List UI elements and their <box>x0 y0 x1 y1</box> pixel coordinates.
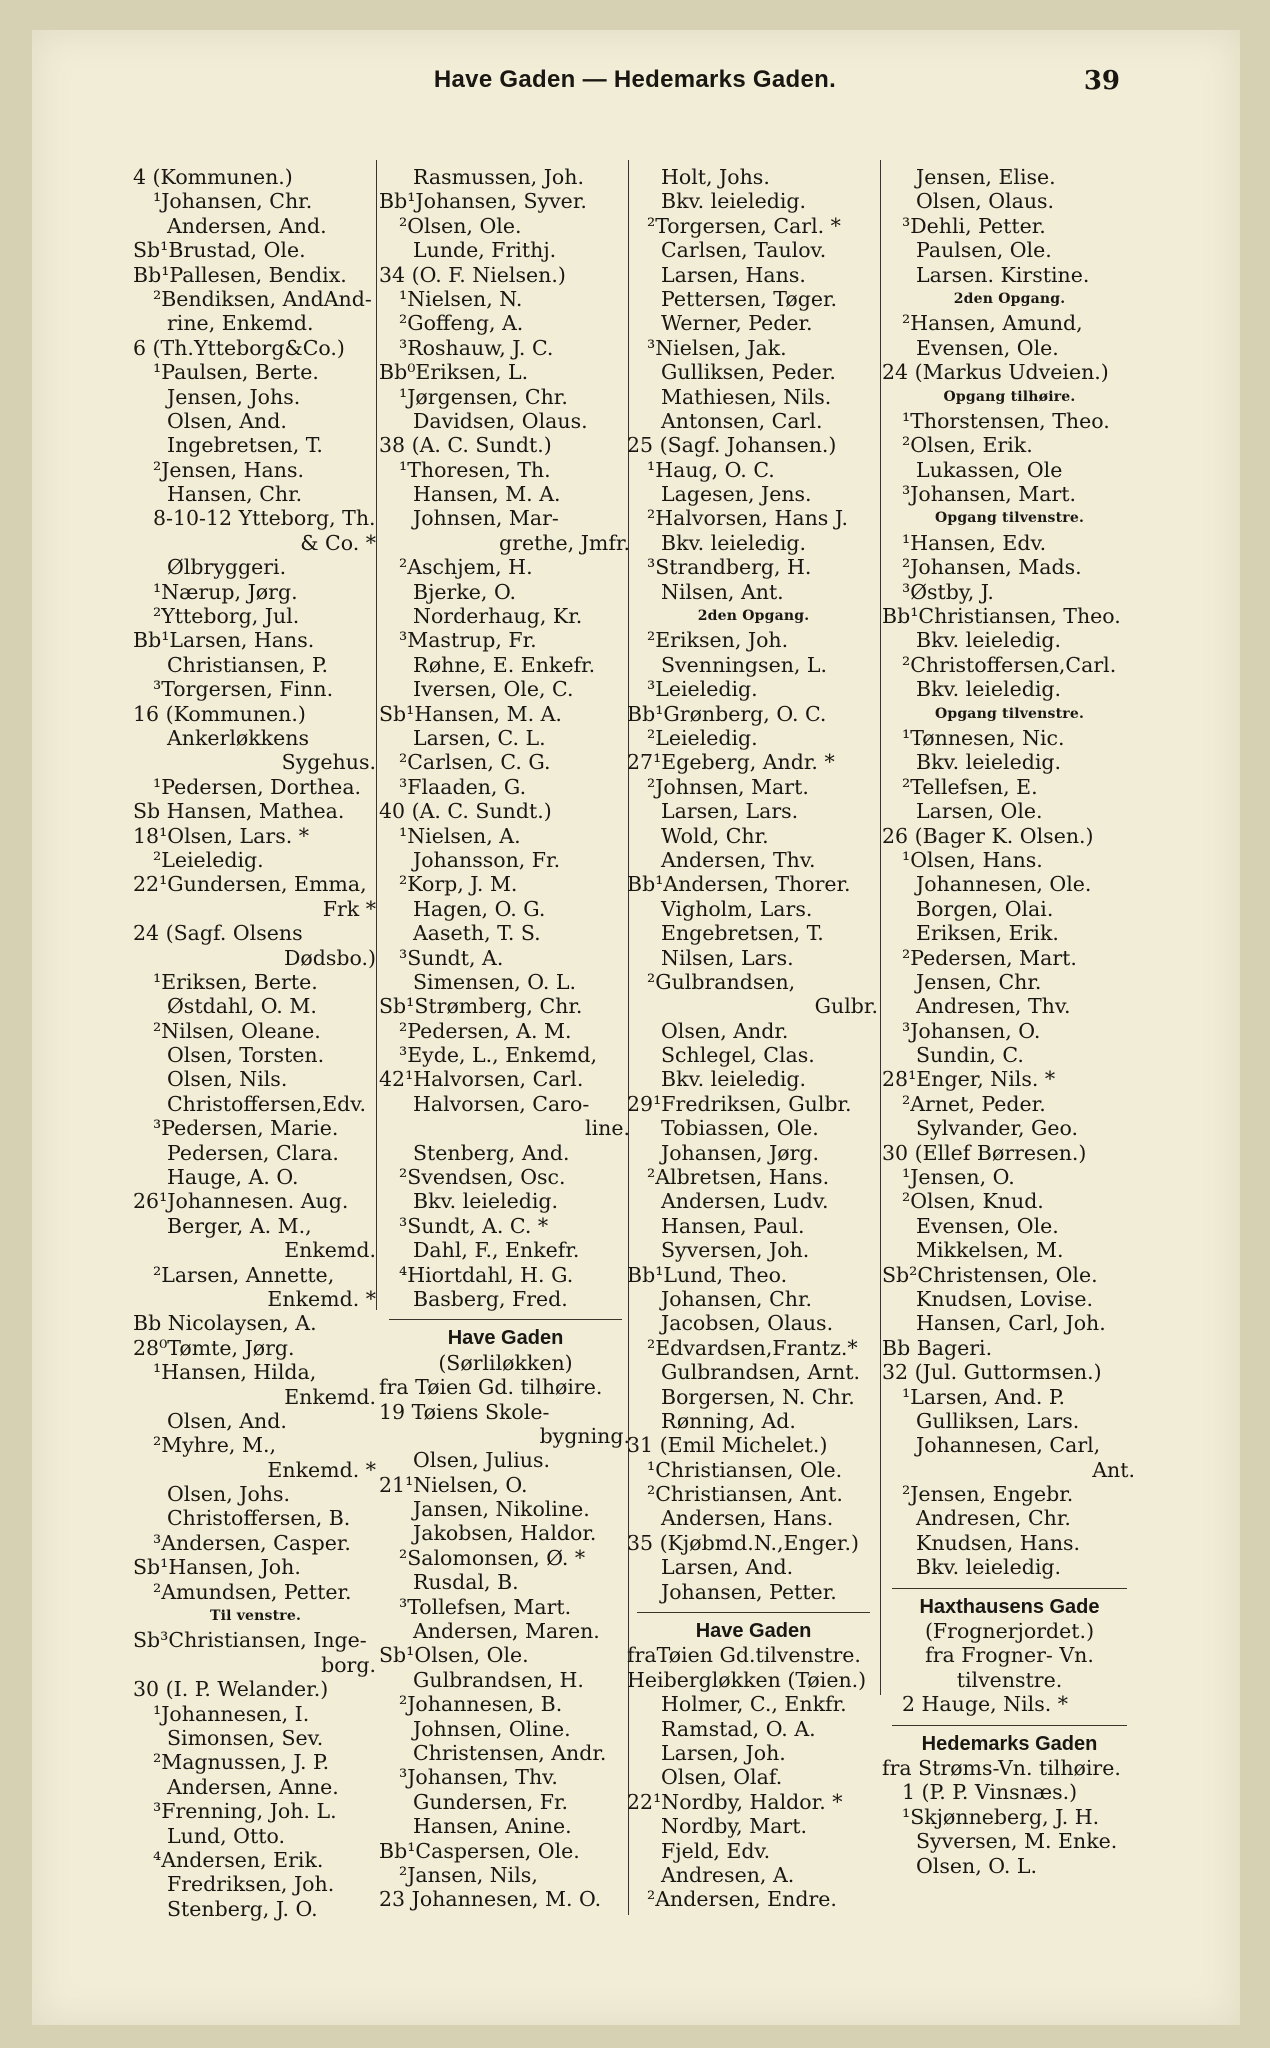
directory-line: 2 Hauge, Nils. * <box>902 1692 1069 1717</box>
directory-line: Larsen, Ole. <box>916 799 1043 824</box>
directory-line: ²Leieledig. <box>153 847 264 872</box>
directory-line: Werner, Peder. <box>661 311 813 336</box>
directory-line: Olsen, Johs. <box>167 1482 291 1507</box>
directory-line: Larsen, And. <box>661 1555 794 1580</box>
directory-line: Gulbrandsen, Arnt. <box>661 1360 861 1385</box>
directory-line: ³Østby, J. <box>902 579 994 604</box>
directory-line: Mathiesen, Nils. <box>661 384 832 409</box>
directory-line: Norderhaug, Kr. <box>413 604 583 629</box>
directory-line: Til venstre. <box>209 1608 302 1625</box>
directory-line: Holmer, C., Enkfr. <box>661 1692 847 1717</box>
directory-line: Bb¹Larsen, Hans. <box>133 628 315 653</box>
directory-line: Andersen, Anne. <box>167 1774 339 1799</box>
directory-line: Andresen, Thv. <box>916 994 1071 1019</box>
street-heading: Haxthausens Gade <box>919 1595 1100 1618</box>
directory-line: 4 (Kommunen.) <box>133 165 293 189</box>
directory-line: ¹Thorstensen, Theo. <box>902 408 1110 433</box>
directory-line: Frk * <box>322 896 376 921</box>
directory-line: fra Frogner- Vn. <box>925 1643 1094 1668</box>
directory-line: Johansen, Jørg. <box>661 1140 820 1165</box>
directory-line: ²Olsen, Erik. <box>902 433 1033 458</box>
directory-line: Bkv. leieledig. <box>661 1067 807 1092</box>
directory-line: ²Arnet, Peder. <box>902 1091 1046 1116</box>
directory-line: ²Tellefsen, E. <box>902 774 1038 799</box>
section-divider <box>892 1588 1127 1589</box>
directory-line: Bb¹Pallesen, Bendix. <box>133 262 347 287</box>
directory-line: 18¹Olsen, Lars. * <box>133 823 309 848</box>
directory-line: Johnsen, Mar- <box>413 506 559 531</box>
directory-line: Lagesen, Jens. <box>661 482 812 507</box>
directory-line: Dødsbo.) <box>283 945 376 970</box>
directory-line: ²Christiansen, Ant. <box>647 1482 843 1507</box>
directory-line: Andresen, Chr. <box>916 1506 1071 1531</box>
directory-line: grethe, Jmfr. <box>499 530 630 555</box>
directory-line: Ankerløkkens <box>167 725 309 750</box>
directory-line: 1 (P. P. Vinsnæs.) <box>902 1780 1078 1805</box>
directory-line: ²Johannesen, B. <box>399 1692 563 1717</box>
directory-line: Sb³Christiansen, Inge- <box>133 1628 367 1653</box>
directory-line: Pettersen, Tøger. <box>661 286 838 311</box>
directory-line: ¹Christiansen, Ole. <box>647 1457 843 1482</box>
directory-line: 24 (Sagf. Olsens <box>133 921 303 946</box>
directory-line: ²Eriksen, Joh. <box>647 628 789 653</box>
directory-line: borg. <box>321 1652 376 1677</box>
directory-line: Johannesen, Carl, <box>916 1433 1101 1458</box>
directory-line: Røhne, E. Enkefr. <box>413 652 596 677</box>
directory-line: 38 (A. C. Sundt.) <box>379 433 552 458</box>
directory-line: Ant. <box>1092 1457 1135 1482</box>
directory-line: Wold, Chr. <box>661 823 769 848</box>
directory-line: Tobiassen, Ole. <box>661 1116 819 1141</box>
directory-line: Simensen, O. L. <box>413 969 577 994</box>
directory-line: Aaseth, T. S. <box>413 921 541 946</box>
directory-line: Sb¹Strømberg, Chr. <box>379 994 583 1019</box>
directory-line: Davidsen, Olaus. <box>413 408 588 433</box>
directory-line: Ølbryggeri. <box>167 555 287 580</box>
directory-line: Andersen, Hans. <box>661 1506 834 1531</box>
directory-line: Bkv. leieledig. <box>916 750 1062 775</box>
directory-line: Bkv. leieledig. <box>413 1189 559 1214</box>
directory-line: Fredriksen, Joh. <box>167 1872 335 1897</box>
directory-line: tilvenstre. <box>956 1667 1063 1692</box>
directory-column-1 <box>133 165 378 1921</box>
directory-line: Johansen, Petter. <box>661 1579 837 1604</box>
directory-line: Bb Bageri. <box>882 1335 993 1360</box>
directory-line: 6 (Th.Ytteborg&Co.) <box>133 335 345 360</box>
directory-line: Bb¹Johansen, Syver. <box>379 189 587 214</box>
directory-line: Opgang tilvenstre. <box>934 510 1085 527</box>
directory-line: ²Albretsen, Hans. <box>647 1165 830 1190</box>
directory-line: Jakobsen, Haldor. <box>413 1521 597 1546</box>
directory-line: Olsen, Julius. <box>413 1448 551 1473</box>
directory-line: Olsen, Olaus. <box>916 189 1055 214</box>
directory-line: ²Jensen, Hans. <box>153 457 304 482</box>
directory-line: ²Jansen, Nils, <box>399 1862 538 1887</box>
street-heading: Hedemarks Gaden <box>921 1732 1098 1755</box>
directory-line: Johnsen, Oline. <box>413 1716 571 1741</box>
street-heading: Have Gaden <box>447 1327 564 1350</box>
directory-line: Bjerke, O. <box>413 579 517 604</box>
directory-line: fraTøien Gd.tilvenstre. <box>627 1643 861 1668</box>
directory-line: (Sørliløkken) <box>438 1350 573 1375</box>
directory-line: Syversen, Joh. <box>661 1238 810 1263</box>
directory-line: ¹Haug, O. C. <box>647 457 775 482</box>
directory-line: ³Flaaden, G. <box>399 774 527 799</box>
directory-line: Bb¹Andersen, Thorer. <box>627 872 851 897</box>
directory-line: Nilsen, Lars. <box>661 945 794 970</box>
directory-line: Olsen, And. <box>167 1408 287 1433</box>
directory-line: bygning. <box>539 1423 630 1448</box>
directory-line: 16 (Kommunen.) <box>133 701 306 726</box>
directory-line: Østdahl, O. M. <box>167 994 317 1019</box>
directory-line: ²Carlsen, C. G. <box>399 750 551 775</box>
directory-line: Larsen, Hans. <box>661 262 806 287</box>
directory-line: ²Larsen, Annette, <box>153 1262 335 1287</box>
directory-line: Gulbr. <box>814 994 878 1019</box>
directory-line: ¹Tønnesen, Nic. <box>902 725 1065 750</box>
directory-line: Rønning, Ad. <box>661 1408 796 1433</box>
directory-line: rine, Enkemd. <box>167 311 314 336</box>
directory-line: Sb¹Brustad, Ole. <box>133 238 306 263</box>
directory-line: Nilsen, Ant. <box>661 579 784 604</box>
directory-line: Jensen, Johs. <box>167 384 301 409</box>
directory-line: ³Johansen, O. <box>902 1018 1041 1043</box>
directory-line: Jensen, Chr. <box>916 969 1042 994</box>
directory-line: Paulsen, Ole. <box>916 238 1052 263</box>
directory-line: Andersen, Maren. <box>413 1619 600 1644</box>
directory-line: Nordby, Mart. <box>661 1814 807 1839</box>
directory-line: Gulbrandsen, H. <box>413 1667 584 1692</box>
directory-line: Ingebretsen, T. <box>167 433 323 458</box>
directory-line: ²Christoffersen,Carl. <box>902 652 1117 677</box>
directory-line: Opgang tilvenstre. <box>934 705 1085 722</box>
directory-line: ³Johansen, Thv. <box>399 1765 558 1790</box>
street-heading: Have Gaden <box>695 1620 812 1643</box>
directory-line: 8-10-12 Ytteborg, Th. <box>153 506 376 531</box>
directory-line: ¹Johannesen, I. <box>153 1701 310 1726</box>
directory-line: Rusdal, B. <box>413 1570 519 1595</box>
section-divider <box>892 1725 1127 1726</box>
column-rule <box>880 160 881 1695</box>
directory-line: Olsen, O. L. <box>916 1853 1038 1878</box>
directory-line: ²Korp, J. M. <box>399 872 518 897</box>
directory-line: fra Tøien Gd. tilhøire. <box>379 1375 603 1400</box>
directory-column-2 <box>379 165 632 1912</box>
directory-line: Hansen, Chr. <box>167 482 303 507</box>
directory-line: Olsen, Torsten. <box>167 1043 325 1068</box>
directory-line: 28⁰Tømte, Jørg. <box>133 1335 295 1360</box>
directory-line: Johansen, Chr. <box>661 1286 813 1311</box>
directory-line: Christoffersen, B. <box>167 1506 351 1531</box>
directory-line: Heibergløkken (Tøien.) <box>627 1667 867 1692</box>
directory-line: Simonsen, Sev. <box>167 1726 324 1750</box>
directory-line: Hansen, Anine. <box>413 1814 572 1839</box>
directory-line: Bb¹Lund, Theo. <box>627 1262 788 1287</box>
directory-line: ³Johansen, Mart. <box>902 482 1077 507</box>
directory-line: Fjeld, Edv. <box>661 1838 771 1863</box>
directory-line: Olsen, Olaf. <box>661 1765 783 1790</box>
directory-line: Christoffersen,Edv. <box>167 1091 366 1116</box>
directory-line: Christiansen, P. <box>167 652 329 677</box>
page-number: 39 <box>1083 66 1120 96</box>
directory-line: ³Pedersen, Marie. <box>153 1116 339 1141</box>
directory-line: Jensen, Elise. <box>916 165 1056 189</box>
directory-line: ³Andersen, Casper. <box>153 1530 351 1555</box>
directory-line: Andersen, Ludv. <box>661 1189 829 1214</box>
directory-column-3 <box>627 165 880 1912</box>
directory-line: Engebretsen, T. <box>661 921 824 946</box>
directory-line: ¹Eriksen, Berte. <box>153 969 318 994</box>
directory-line: Johansson, Fr. <box>413 847 561 872</box>
directory-line: Basberg, Fred. <box>413 1286 568 1311</box>
directory-line: ²Myhre, M., <box>153 1433 276 1458</box>
directory-line: ²Halvorsen, Hans J. <box>647 506 848 531</box>
directory-line: ²Pedersen, A. M. <box>399 1018 572 1043</box>
directory-line: Antonsen, Carl. <box>661 408 823 433</box>
directory-line: Mikkelsen, M. <box>916 1238 1064 1263</box>
directory-line: & Co. * <box>300 530 376 555</box>
directory-line: Vigholm, Lars. <box>661 896 813 921</box>
directory-line: Bb⁰Eriksen, L. <box>379 360 529 385</box>
directory-line: ¹Nielsen, N. <box>399 286 523 311</box>
directory-line: ³Eyde, L., Enkemd, <box>399 1043 598 1068</box>
directory-line: ³Dehli, Petter. <box>902 213 1046 238</box>
directory-line: Evensen, Ole. <box>916 335 1059 360</box>
directory-line: Bb¹Caspersen, Ole. <box>379 1838 580 1863</box>
directory-line: 22¹Gundersen, Emma, <box>133 872 367 897</box>
directory-line: 32 (Jul. Guttormsen.) <box>882 1360 1102 1385</box>
directory-line: Syversen, M. Enke. <box>916 1829 1118 1854</box>
directory-line: (Frognerjordet.) <box>924 1619 1095 1644</box>
directory-line: Olsen, Andr. <box>661 1018 789 1043</box>
directory-line: Bkv. leieledig. <box>661 189 807 214</box>
directory-line: ²Pedersen, Mart. <box>902 945 1077 970</box>
directory-line: ²Salomonsen, Ø. * <box>399 1545 586 1570</box>
directory-line: Johannesen, Ole. <box>916 872 1092 897</box>
directory-line: Holt, Johs. <box>661 165 770 189</box>
directory-line: Andresen, A. <box>661 1862 795 1887</box>
directory-line: ²Magnussen, J. P. <box>153 1750 330 1775</box>
directory-line: ³Frenning, Joh. L. <box>153 1799 337 1824</box>
directory-line: 26 (Bager K. Olsen.) <box>882 823 1094 848</box>
directory-line: ²Bendiksen, AndAnd- <box>153 286 372 311</box>
directory-line: ²Gulbrandsen, <box>647 969 796 994</box>
directory-line: Christensen, Andr. <box>413 1741 607 1765</box>
directory-line: ¹Nielsen, A. <box>399 823 521 848</box>
directory-line: ¹Hansen, Hilda, <box>153 1360 317 1385</box>
directory-line: ³Roshauw, J. C. <box>399 335 554 360</box>
directory-line: ²Svendsen, Osc. <box>399 1165 566 1190</box>
directory-line: ³Sundt, A. C. * <box>399 1213 549 1238</box>
directory-line: Borgen, Olai. <box>916 896 1054 921</box>
directory-line: Hagen, O. G. <box>413 896 546 921</box>
directory-line: Ramstad, O. A. <box>661 1716 816 1741</box>
directory-line: 19 Tøiens Skole- <box>379 1399 550 1424</box>
directory-line: Bb Nicolaysen, A. <box>133 1311 317 1336</box>
section-divider <box>389 1319 622 1320</box>
directory-line: ¹Paulsen, Berte. <box>153 360 319 385</box>
directory-line: Evensen, Ole. <box>916 1213 1059 1238</box>
directory-line: Stenberg, And. <box>413 1140 570 1165</box>
directory-line: 29¹Fredriksen, Gulbr. <box>627 1091 852 1116</box>
directory-line: Borgersen, N. Chr. <box>661 1384 855 1409</box>
directory-line: 31 (Emil Michelet.) <box>627 1433 828 1458</box>
directory-line: Sb¹Olsen, Ole. <box>379 1643 529 1668</box>
page-header <box>0 66 1270 106</box>
directory-line: 2den Opgang. <box>953 290 1066 307</box>
directory-line: 35 (Kjøbmd.N.,Enger.) <box>627 1530 859 1555</box>
directory-line: Larsen. Kirstine. <box>916 262 1090 287</box>
directory-line: Hauge, A. O. <box>167 1165 299 1190</box>
directory-line: Bkv. leieledig. <box>916 1555 1062 1580</box>
directory-line: 27¹Egeberg, Andr. * <box>627 750 835 775</box>
directory-line: 42¹Halvorsen, Carl. <box>379 1067 584 1092</box>
directory-line: Lukassen, Ole <box>916 457 1063 482</box>
directory-line: Gulliksen, Lars. <box>916 1408 1080 1433</box>
directory-line: 28¹Enger, Nils. * <box>882 1067 1056 1092</box>
directory-line: ²Hansen, Amund, <box>902 311 1083 336</box>
directory-line: ²Leieledig. <box>647 725 758 750</box>
directory-line: Knudsen, Hans. <box>916 1530 1081 1555</box>
directory-line: Larsen, Lars. <box>661 799 799 824</box>
directory-line: Lunde, Frithj. <box>413 238 557 263</box>
directory-line: 22¹Nordby, Haldor. * <box>627 1789 843 1814</box>
directory-line: Carlsen, Taulov. <box>661 238 827 263</box>
directory-line: Gundersen, Fr. <box>413 1789 569 1814</box>
directory-line: Bb¹Christiansen, Theo. <box>882 604 1121 629</box>
directory-line: Stenberg, J. O. <box>167 1896 318 1921</box>
directory-line: Hansen, Paul. <box>661 1213 805 1238</box>
directory-line: ²Edvardsen,Frantz.* <box>647 1335 858 1360</box>
directory-line: 23 Johannesen, M. O. <box>379 1887 602 1912</box>
directory-line: 2den Opgang. <box>697 608 810 625</box>
directory-line: Rasmussen, Joh. <box>413 165 584 189</box>
directory-line: ²Goffeng, A. <box>399 311 524 336</box>
directory-line: ²Torgersen, Carl. * <box>647 213 841 238</box>
directory-line: Schlegel, Clas. <box>661 1043 815 1068</box>
directory-line: ¹Larsen, And. P. <box>902 1384 1066 1409</box>
directory-line: Gulliksen, Peder. <box>661 360 836 385</box>
directory-line: Opgang tilhøire. <box>943 388 1076 405</box>
directory-line: ⁴Hiortdahl, H. G. <box>399 1262 574 1287</box>
directory-line: Olsen, Nils. <box>167 1067 288 1092</box>
directory-line: Bb¹Grønberg, O. C. <box>627 701 827 726</box>
directory-line: Sb¹Hansen, Joh. <box>133 1555 301 1580</box>
directory-line: ¹Jensen, O. <box>902 1165 1015 1190</box>
directory-column-4 <box>882 165 1137 1878</box>
directory-line: ⁴Andersen, Erik. <box>153 1847 324 1872</box>
directory-line: 30 (I. P. Welander.) <box>133 1677 329 1702</box>
directory-line: Bkv. leieledig. <box>916 677 1062 702</box>
directory-line: Knudsen, Lovise. <box>916 1286 1093 1311</box>
directory-line: ²Olsen, Ole. <box>399 213 522 238</box>
directory-line: Larsen, C. L. <box>413 725 546 750</box>
directory-line: ¹Jørgensen, Chr. <box>399 384 568 409</box>
directory-line: fra Strøms-Vn. tilhøire. <box>882 1756 1121 1780</box>
directory-line: ³Torgersen, Finn. <box>153 677 334 702</box>
directory-line: ³Nielsen, Jak. <box>647 335 787 360</box>
directory-line: 21¹Nielsen, O. <box>379 1472 528 1497</box>
directory-line: Sb Hansen, Mathea. <box>133 799 345 824</box>
directory-line: ¹Johansen, Chr. <box>153 189 313 214</box>
directory-line: Sygehus. <box>281 750 376 775</box>
directory-line: ²Ytteborg, Jul. <box>153 604 300 629</box>
directory-line: ²Aschjem, H. <box>399 555 533 580</box>
directory-line: 34 (O. F. Nielsen.) <box>379 262 566 287</box>
section-divider <box>637 1612 870 1613</box>
directory-line: Olsen, And. <box>167 408 287 433</box>
directory-line: ²Amundsen, Petter. <box>153 1579 352 1604</box>
directory-line: Sb¹Hansen, M. A. <box>379 701 562 726</box>
directory-line: Eriksen, Erik. <box>916 921 1059 946</box>
directory-line: Enkemd. <box>284 1384 376 1409</box>
directory-line: Bkv. leieledig. <box>661 530 807 555</box>
directory-line: ³Leieledig. <box>647 677 758 702</box>
directory-line: Pedersen, Clara. <box>167 1140 339 1165</box>
directory-line: 40 (A. C. Sundt.) <box>379 799 552 824</box>
directory-line: ²Nilsen, Oleane. <box>153 1018 321 1043</box>
directory-line: ¹Olsen, Hans. <box>902 847 1043 872</box>
directory-line: Dahl, F., Enkefr. <box>413 1238 580 1263</box>
directory-line: Lund, Otto. <box>167 1823 285 1848</box>
directory-line: ¹Nærup, Jørg. <box>153 579 298 604</box>
directory-line: line. <box>585 1116 630 1141</box>
directory-line: ²Andersen, Endre. <box>647 1887 837 1912</box>
directory-line: Larsen, Joh. <box>661 1741 786 1765</box>
directory-line: Bkv. leieledig. <box>916 628 1062 653</box>
directory-line: ¹Thoresen, Th. <box>399 457 551 482</box>
directory-line: Hansen, Carl, Joh. <box>916 1311 1106 1336</box>
directory-line: Sundin, C. <box>916 1043 1024 1068</box>
directory-line: Andersen, Thv. <box>661 847 816 872</box>
directory-line: 25 (Sagf. Johansen.) <box>627 433 837 458</box>
directory-line: Enkemd. <box>284 1238 376 1263</box>
directory-line: Sylvander, Geo. <box>916 1116 1079 1141</box>
directory-line: Sb²Christensen, Ole. <box>882 1262 1098 1287</box>
directory-line: Berger, A. M., <box>167 1213 312 1238</box>
directory-line: ¹Hansen, Edv. <box>902 530 1047 555</box>
directory-line: ¹Pedersen, Dorthea. <box>153 774 362 799</box>
directory-line: ²Johnsen, Mart. <box>647 774 809 799</box>
directory-line: Enkemd. * <box>267 1457 376 1482</box>
directory-line: ³Mastrup, Fr. <box>399 628 537 653</box>
page-title: Have Gaden — Hedemarks Gaden. <box>433 66 837 93</box>
directory-line: 26¹Johannesen. Aug. <box>133 1189 349 1214</box>
directory-line: Hansen, M. A. <box>413 482 561 507</box>
directory-line: ³Tollefsen, Mart. <box>399 1594 572 1619</box>
directory-line: Jansen, Nikoline. <box>413 1497 590 1522</box>
directory-line: ²Olsen, Knud. <box>902 1189 1044 1214</box>
directory-line: 30 (Ellef Børresen.) <box>882 1140 1087 1165</box>
directory-line: ²Jensen, Engebr. <box>902 1482 1074 1507</box>
directory-line: ²Johansen, Mads. <box>902 555 1082 580</box>
directory-line: Jacobsen, Olaus. <box>661 1311 834 1336</box>
directory-line: ³Sundt, A. <box>399 945 504 970</box>
directory-line: ³Strandberg, H. <box>647 555 812 580</box>
directory-line: 24 (Markus Udveien.) <box>882 360 1109 385</box>
directory-line: Andersen, And. <box>167 213 327 238</box>
directory-line: Iversen, Ole, C. <box>413 677 574 702</box>
directory-line: Svenningsen, L. <box>661 652 828 677</box>
directory-line: Enkemd. * <box>267 1286 376 1311</box>
directory-line: Halvorsen, Caro- <box>413 1091 590 1116</box>
directory-line: ¹Skjønneberg, J. H. <box>902 1804 1100 1829</box>
